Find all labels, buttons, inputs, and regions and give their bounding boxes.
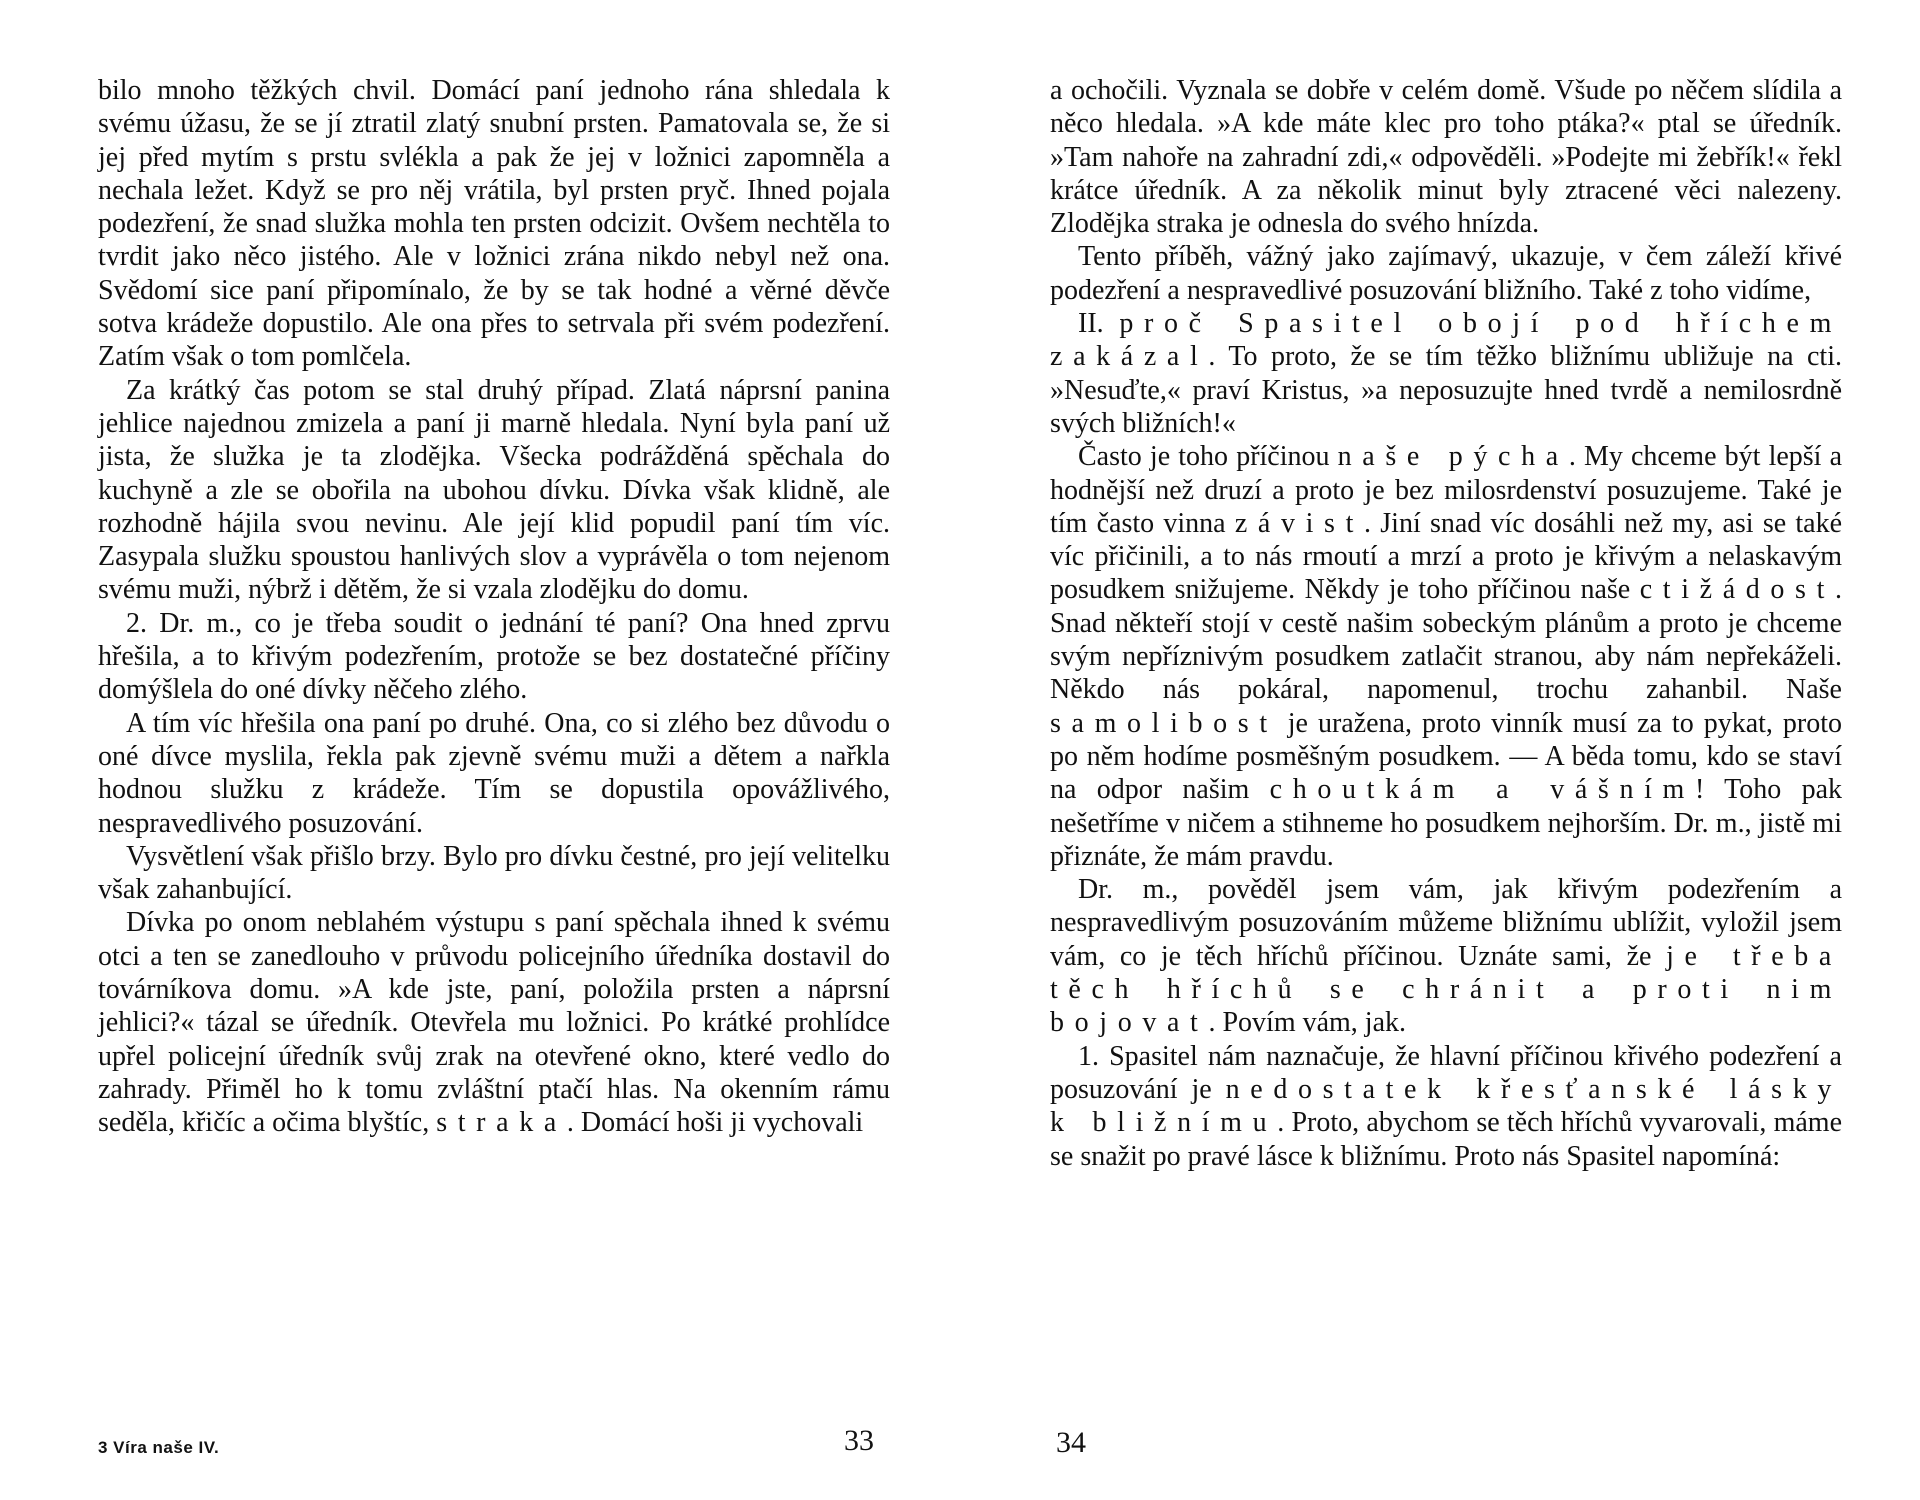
paragraph-text: . To proto, že se tím těžko bližnímu ubližuje na cti. »Nesuďte,« praví Kristus, »a neposuzujte hned tvrdě a nemilosrdně svých bližních!« xyxy=(1050,341,1842,439)
emphasis-text: proč Spasitel obojí pod hříchem zakázal xyxy=(1050,308,1842,373)
paragraph xyxy=(1050,1040,1842,1173)
paragraph: bilo mnoho těžkých chvil. Domácí paní jednoho rána shledala k svému úžasu, že se jí ztratil zlatý snubní prsten. Pamatovala se, že si jej před mytím s prstu svlékla a pak že jej v ložnici zapomněla a nechala ležet. Když se pro něj vrátila, byl prsten pryč. Ihned pojala podezření, že snad služka mohla ten prsten odcizit. Ovšem nechtěla to tvrdit jako něco jistého. Ale v ložnici zrána nikdo nebyl než ona. Svědomí sice paní připomínalo, že by se tak hodné a věrné děvče sotva krádeže dopustilo. Ale ona přes to setrvala při svém podezření. Zatím však o tom pomlčela. xyxy=(98,75,890,373)
paragraph xyxy=(1050,440,1842,873)
paragraph-text: 1. Spasitel nám naznačuje, že hlavní příčinou křivého podezření a posuzování je xyxy=(1050,1040,1842,1105)
page-number-left: 33 xyxy=(844,1424,874,1457)
emphasis-text: naše pýcha xyxy=(1337,441,1569,473)
paragraph: a ochočili. Vyznala se dobře v celém domě. Všude po něčem slídila a něco hledala. »A kde máte klec pro toho ptáka?« ptal se úředník. »Tam nahoře na zahradní zdi,« odpověděli. »Podejte mi žebřík!« řekl krátce úředník. A za několik minut byly ztracené věci nalezeny. Zlodějka straka je odnesla do svého hnízda. xyxy=(1050,75,1842,240)
emphasis-text: ctižádost xyxy=(1639,574,1835,606)
paragraph xyxy=(98,906,890,1139)
paragraph: Tento příběh, vážný jako zajímavý, ukazuje, v čem záleží křivé podezření a nespravedlivé posuzování bližního. Také z toho vidíme, xyxy=(1050,241,1842,306)
paragraph-text: . Proto, abychom se těch hříchů vyvarovali, máme se snažit po pravé lásce k bližnímu. Proto nás Spasitel napomíná: xyxy=(1050,1107,1843,1172)
paragraph: Za krátký čas potom se stal druhý případ. Zlatá náprsní panina jehlice najednou zmizela a paní ji marně hledala. Nyní byla paní už jista, že služka je ta zlodějka. Všecka podrážděná spěchala do kuchyně a zle se obořila na ubohou dívku. Dívka však klidně, ale rozhodně hájila svou nevinu. Ale její klid popudil paní tím víc. Zasypala služku spoustou hanlivých slov a vyprávěla o tom nejenom svému muži, nýbrž i dětěm, že si vzala zlodějku do domu. xyxy=(98,374,890,606)
paragraph-text: . My chceme být lepší a hodnější než druzí a proto je bez milosrdenství posuzujeme. Také je tím často vinna xyxy=(1050,441,1843,539)
paragraph-text: . Snad někteří stojí v cestě našim sobeckým plánům a proto je chceme svým nepříznivým posudkem zatlačit stranou, aby nám nepřekáželi. Někdo nás pokáral, napomenul, trochu zahanbil. Naše xyxy=(1050,574,1842,706)
emphasis-text: závist xyxy=(1234,507,1365,539)
paragraph: 2. Dr. m., co je třeba soudit o jednání té paní? Ona hned zprvu hřešila, a to křivým podezřením, protože se bez dostatečné příčiny domýšlela do oné dívky něčeho zlého. xyxy=(98,607,890,706)
paragraph-text: Často je toho příčinou xyxy=(1078,441,1330,473)
paragraph-text: je uražena, proto vinník musí za to pykat, proto po něm hodíme posměšným posudkem. — A běda tomu, kdo se staví na odpor našim xyxy=(1050,707,1842,806)
emphasis-text: straka xyxy=(436,1107,567,1139)
paragraph-text: II. xyxy=(1078,308,1104,340)
left-page-text xyxy=(98,74,890,1140)
page-number-right: 34 xyxy=(1056,1426,1086,1459)
paragraph-text: Dr. m., pověděl jsem vám, jak křivým podezřením a nespravedlivým posuzováním můžeme bližnímu ublížit, vyložil jsem vám, co je těch hříchů příčinou. Uznáte sami, že xyxy=(1050,874,1842,972)
emphasis-text: samolibost xyxy=(1050,707,1278,739)
paragraph xyxy=(1050,307,1842,440)
right-page-text xyxy=(1050,74,1842,1173)
paragraph-text: . Domácí hoši ji vychovali xyxy=(566,1107,864,1139)
emphasis-text: je třeba těch hříchů se chránit a proti nim bojovat xyxy=(1050,940,1843,1039)
paragraph xyxy=(1050,873,1842,1039)
printer-signature: 3 Víra naše IV. xyxy=(98,1438,220,1457)
paragraph-text: . Povím vám, jak. xyxy=(1208,1007,1407,1039)
paragraph: A tím víc hřešila ona paní po druhé. Ona, co si zlého bez důvodu o oné dívce myslila, řekla pak zjevně svému muži a dětem a nařkla hodnou služku z krádeže. Tím se dopustila opovážlivého, nespravedlivého posuzování. xyxy=(98,707,890,839)
emphasis-text: choutkám a vášním xyxy=(1269,774,1695,806)
emphasis-text: nedostatek křesťanské lásky k bližnímu xyxy=(1050,1073,1842,1139)
left-page xyxy=(98,74,890,1140)
paragraph-text: . Jiní snad víc dosáhli než my, asi se také víc přičinili, a to nás rmoutí a mrzí a proto je křivým a nelaskavým posudkem snižujeme. Někdy je toho příčinou naše xyxy=(1050,507,1843,606)
paragraph-text: ! Toho pak nešetříme v ničem a stihneme ho posudkem nejhorším. Dr. m., jistě mi přiznáte, že mám pravdu. xyxy=(1050,774,1843,872)
paragraph-text: Dívka po onom neblahém výstupu s paní spěchala ihned k svému otci a ten se zanedlouho v průvodu policejního úředníka dostavil do továrníkova domu. »A kde jste, paní, položila prsten a náprsní jehlici?« tázal se úředník. Otevřela mu ložnici. Po krátké prohlídce upřel policejní úředník svůj zrak na otevřené okno, které vedlo do zahrady. Přiměl ho k tomu zvláštní ptačí hlas. Na okenním rámu seděla, křičíc a očima blyštíc, xyxy=(98,907,890,1139)
paragraph: Vysvětlení však přišlo brzy. Bylo pro dívku čestné, pro její velitelku však zahanbující. xyxy=(98,840,890,906)
right-page xyxy=(1050,74,1842,1173)
